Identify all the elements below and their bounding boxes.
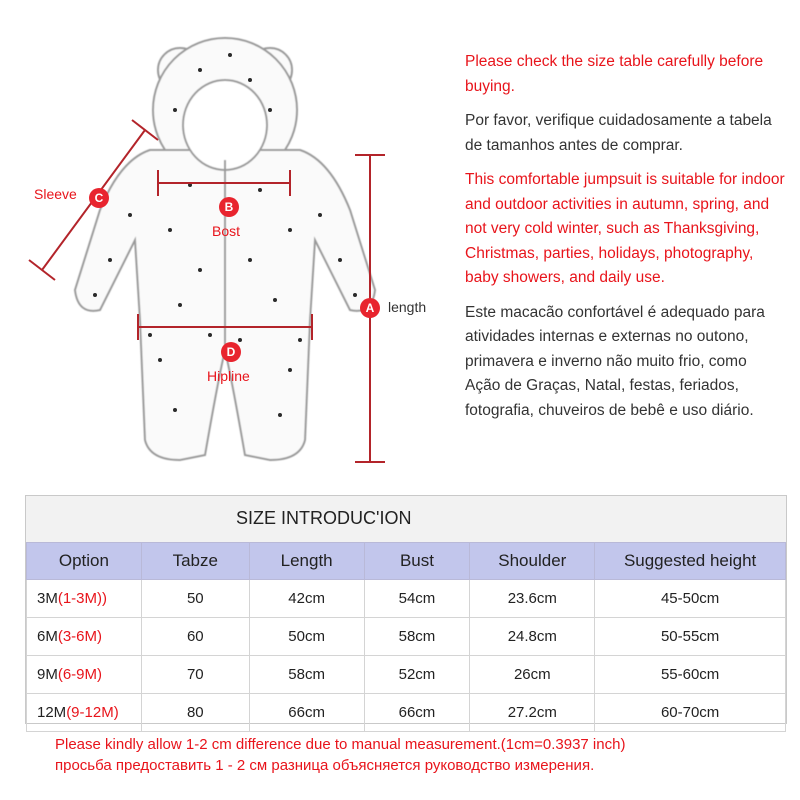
cell-height: 50-55cm: [595, 618, 786, 656]
cell-bust: 58cm: [364, 618, 470, 656]
cell-tag: 80: [141, 694, 249, 732]
description-pt: Este macacão confortável é adequado para atividades internas e externas no outono, primavera e inverno não muito frio, como Ação de Graças, Natal, festas, feriados, fotografia, chuveiros de bebê e uso diário.: [465, 303, 765, 419]
cell-option: [27, 618, 142, 656]
size-table-title-bar: [26, 496, 786, 542]
cell-option: [27, 580, 142, 618]
header-tag: Tabze: [141, 543, 249, 580]
check-size-note-pt: Por favor, verifique cuidadosamente a tabela de tamanhos antes de comprar.: [465, 112, 772, 154]
length-label: length: [388, 299, 427, 315]
option-range: (3-6M): [57, 628, 103, 645]
sleeve-marker: C: [89, 188, 109, 208]
cell-shoulder: 23.6cm: [470, 580, 595, 618]
cell-tag: 50: [141, 580, 249, 618]
description-column: [465, 50, 785, 423]
table-header-row: [27, 543, 786, 580]
option-size: 3M: [37, 590, 58, 607]
option-size: 6M: [37, 628, 58, 645]
header-length: Length: [249, 543, 364, 580]
cell-length: 66cm: [249, 694, 364, 732]
table-row: [27, 580, 786, 618]
cell-bust: 66cm: [364, 694, 470, 732]
description-en: This comfortable jumpsuit is suitable for indoor and outdoor activities in autumn, spring, and not very cold winter, such as Thanksgiving, Christmas, parties, holidays, photography, baby showers, and daily use.: [465, 171, 785, 286]
cell-option: [27, 656, 142, 694]
table-row: [27, 618, 786, 656]
header-bust: Bust: [364, 543, 470, 580]
check-size-note-en: Please check the size table carefully before buying.: [465, 53, 764, 95]
cell-option: [27, 694, 142, 732]
size-table-grid: [26, 542, 786, 732]
hipline-label: Hipline: [207, 368, 250, 384]
option-range: (6-9M): [57, 666, 103, 683]
cell-length: 58cm: [249, 656, 364, 694]
jumpsuit-drawing: [0, 0, 460, 480]
cell-length: 50cm: [249, 618, 364, 656]
cell-bust: 52cm: [364, 656, 470, 694]
table-row: [27, 656, 786, 694]
size-table: [25, 495, 787, 724]
table-row: [27, 694, 786, 732]
jumpsuit-illustration: [0, 0, 460, 480]
cell-tag: 70: [141, 656, 249, 694]
sleeve-label: Sleeve: [34, 186, 77, 202]
cell-bust: 54cm: [364, 580, 470, 618]
cell-length: 42cm: [249, 580, 364, 618]
cell-height: 60-70cm: [595, 694, 786, 732]
size-table-title: SIZE INTRODUC'ION: [236, 508, 412, 528]
option-size: 12M: [37, 704, 67, 721]
bust-marker: B: [219, 197, 239, 217]
header-shoulder: Shoulder: [470, 543, 595, 580]
cell-height: 45-50cm: [595, 580, 786, 618]
cell-shoulder: 26cm: [470, 656, 595, 694]
option-size: 9M: [37, 666, 58, 683]
bust-label: Bost: [212, 223, 241, 239]
header-suggested-height: Suggested height: [595, 543, 786, 580]
cell-shoulder: 24.8cm: [470, 618, 595, 656]
jumpsuit-outline: [75, 38, 375, 460]
measurement-disclaimer: [55, 734, 775, 776]
hipline-marker: D: [221, 342, 241, 362]
cell-tag: 60: [141, 618, 249, 656]
length-marker: A: [360, 298, 380, 318]
header-option: Option: [27, 543, 142, 580]
option-range: (9-12M): [66, 704, 119, 721]
option-range: (1-3M)): [57, 590, 108, 607]
disclaimer-ru: просьба предоставить 1 - 2 см разница объясняется руководство измерения.: [55, 757, 595, 774]
cell-shoulder: 27.2cm: [470, 694, 595, 732]
disclaimer-en: Please kindly allow 1-2 cm difference due to manual measurement.(1cm=0.3937 inch): [55, 736, 626, 753]
cell-height: 55-60cm: [595, 656, 786, 694]
